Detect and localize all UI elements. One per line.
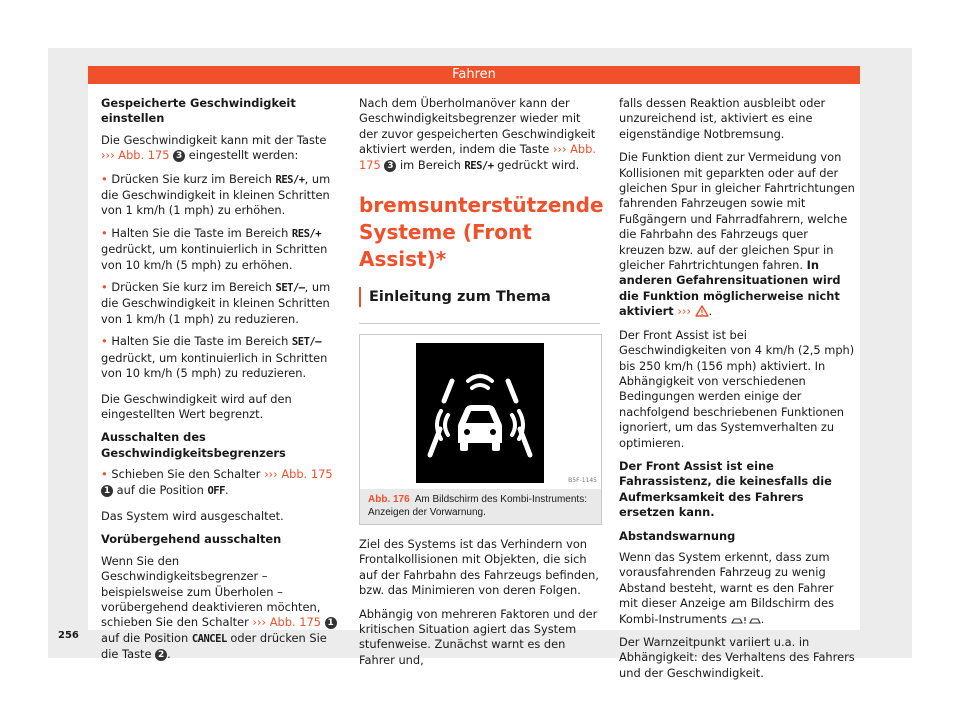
callout-3: 3 (173, 150, 185, 162)
key-label: SET/– (291, 336, 322, 349)
key-label: SET/– (275, 282, 305, 295)
paragraph-off: Das System wird ausgeschaltet. (101, 508, 284, 523)
figure-caption: Abb. 176 Am Bildschirm des Kombi-Instruments: Anzeigen der Vorwarnung. (360, 489, 601, 524)
figure-link[interactable]: ››› Abb. 175 (252, 615, 321, 630)
heading-switch-off: Ausschalten des Geschwindigkeitsbegrenzers (101, 430, 286, 460)
paragraph-goal: Ziel des Systems ist das Verhindern von Frontalkollisionen mit Objekten, die sich auf der Fahrbahn des Fahrzeugs befinden, bzw. das Minimieren von deren Folgen. (359, 537, 599, 598)
callout-3: 3 (384, 160, 396, 172)
callout-1: 1 (325, 617, 337, 629)
warning-triangle-icon (695, 305, 709, 317)
list-item: • Schieben Sie den Schalter ››› Abb. 175 1 auf die Position OFF. (101, 467, 333, 497)
heading-distance-warning: Abstandswarnung (619, 528, 736, 543)
column-left (101, 96, 339, 671)
figure-label: Abb. 176 (368, 494, 410, 506)
page-number: 256 (58, 630, 79, 641)
warning-link[interactable]: ››› (677, 304, 692, 319)
key-label: OFF (207, 484, 225, 497)
subsection-title: Einleitung zum Thema (359, 287, 600, 307)
callout-2: 2 (155, 649, 167, 661)
distance-warning-icon (731, 615, 761, 625)
key-label: RES/+ (275, 173, 305, 186)
key-label: RES/+ (464, 159, 494, 172)
paragraph-temporary: Wenn Sie den Geschwindigkeitsbegrenzer – beispielsweise zum Überholen – vorübergehend deaktivieren möchten, schieben Sie den Schalter ››› Abb. 175 1 auf die Position CANCEL oder drücken Sie die Taste 2 . (101, 554, 339, 663)
front-assist-warning-icon (416, 343, 544, 483)
paragraph-stages: Abhängig von mehreren Faktoren und der kritischen Situation agiert das System stufenweise. Zunächst warnt es den Fahrer und, (359, 606, 598, 667)
instrument-display (416, 343, 544, 483)
list-item: • Halten Sie die Taste im Bereich SET/– gedrückt, um kontinuierlich in Schritten von 10 km/h (5 mph) zu reduzieren. (101, 334, 328, 381)
column-middle (359, 96, 604, 676)
figure-link[interactable]: ››› Abb. 175 (101, 148, 170, 163)
figure-image (360, 335, 601, 489)
bullet-icon: • (101, 280, 108, 295)
list-item: • Halten Sie die Taste im Bereich RES/+ gedrückt, um kontinuierlich in Schritten von 10 km/h (5 mph) zu erhöhen. (101, 225, 328, 272)
heading-stored-speed: Gespeicherte Geschwindigkeit einstellen (101, 96, 296, 126)
figure-code: B5F-1145 (568, 476, 597, 484)
intro-paragraph: Die Geschwindigkeit kann mit der Taste ››› Abb. 175 3 eingestellt werden: (101, 132, 327, 163)
list-item: • Drücken Sie kurz im Bereich RES/+, um die Geschwindigkeit in kleinen Schritten von 1 km/h (1 mph) zu erhöhen. (101, 171, 331, 218)
heading-temporary: Vorübergehend ausschalten (101, 532, 282, 547)
section-title: bremsunterstützende Systeme (Front Assist)* (359, 193, 604, 272)
paragraph-limit: Die Geschwindigkeit wird auf den eingestellten Wert begrenzt. (101, 391, 292, 421)
divider (359, 323, 600, 324)
paragraph-notice: Der Front Assist ist eine Fahrassistenz, die keinesfalls die Aufmerksamkeit des Fahrers ersetzen kann. (619, 458, 832, 520)
column-right (619, 96, 855, 689)
bullet-icon: • (101, 171, 108, 186)
figure-link[interactable]: ››› Abb. 175 (359, 142, 597, 172)
list-item: • Drücken Sie kurz im Bereich SET/–, um die Geschwindigkeit in kleinen Schritten von 1 km/h (1 mph) zu reduzieren. (101, 280, 331, 326)
paragraph-warning-time: Der Warnzeitpunkt variiert u.a. in Abhängigkeit: des Verhaltens des Fahrers und der Geschwindigkeit. (619, 635, 855, 680)
bullet-icon: • (101, 225, 108, 240)
bullet-icon: • (101, 334, 108, 349)
paragraph-reactivate: Nach dem Überholmanöver kann der Geschwindigkeitsbegrenzer wieder mit der zuvor gespeicherten Geschwindigkeit aktiviert werden, indem die Taste ››› Abb. 175 3 im Bereich RES/+ gedrückt wird. (359, 96, 597, 172)
paragraph-distance-warning: Wenn das System erkennt, dass zum vorausfahrenden Fahrzeug zu wenig Abstand besteht, warnt es den Fahrer mit dieser Anzeige am Bildschirm des Kombi-Instruments . (619, 549, 835, 626)
paragraph-emergency-braking: falls dessen Reaktion ausbleibt oder unzureichend ist, aktiviert es eine eigenständige Notbremsung. (619, 96, 826, 141)
paragraph-function: Die Funktion dient zur Vermeidung von Kollisionen mit geparkten oder auf der gleichen Spur in gleicher Fahrtrichtungen fahrenden Fahrzeugen sowie mit Fußgängern und Fahrradfahrern, welche die Fahrbahn des Fahrzeugs quer kreuzen bzw. auf der gleichen Spur in gleicher Fahrtrichtungen fahren. In anderen Gefahrensituationen wird die Funktion möglicherweise nicht aktiviert ››› . (619, 150, 855, 319)
figure-link[interactable]: ››› Abb. 175 (264, 467, 333, 482)
callout-1: 1 (101, 485, 113, 497)
section-header: Fahren (88, 66, 860, 84)
figure-176 (359, 334, 602, 525)
bullet-icon: • (101, 467, 108, 482)
key-label: RES/+ (291, 227, 322, 240)
paragraph-speed-range: Der Front Assist ist bei Geschwindigkeiten von 4 km/h (2,5 mph) bis 250 km/h (156 mph) aktiviert. In Abhängigkeit von verschiedenen Bedingungen werden einige der nachfolgend beschriebenen Funktionen ignoriert, um das Systemverhalten zu optimieren. (619, 327, 855, 450)
key-label: CANCEL (191, 632, 227, 645)
